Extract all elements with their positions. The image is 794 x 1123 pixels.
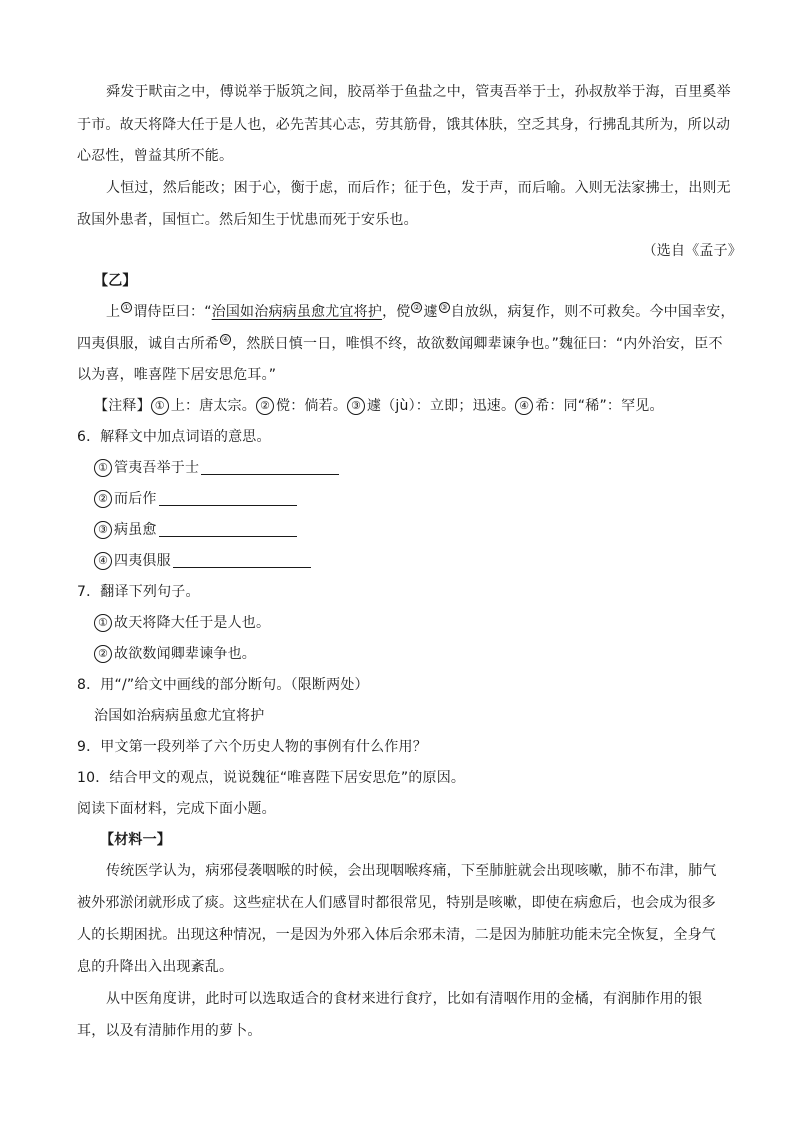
q6-item-text: 四夷俱服 bbox=[114, 553, 171, 569]
jia-line-4: 人恒过，然后能改；困于心，衡于虑，而后作；征于色，发于声，而后喻。入则无法家拂士，出则无 bbox=[106, 180, 731, 196]
jia-line-5: 敌国外患者，国恒亡。然后知生于忧患而死于安乐也。 bbox=[77, 212, 418, 228]
jia-line-2: 于市。故天将降大任于是人也，必先苦其心志，劳其筋骨，饿其体肤，空乏其身，行拂乱其所为，所以动 bbox=[77, 117, 731, 133]
q6-item-text: 管夷吾举于士 bbox=[114, 460, 200, 476]
yi-text: 上 bbox=[106, 304, 121, 320]
notes-label: 【注释】 bbox=[94, 398, 151, 414]
note-number-1: ① bbox=[151, 397, 169, 415]
footnote-marker-4: ④ bbox=[221, 335, 230, 344]
yi-text: ，然朕日慎一日，唯惧不终，故欲数闻卿辈谏争也。”魏征曰：“内外治安，臣不 bbox=[232, 336, 723, 352]
item-number: ② bbox=[94, 490, 112, 508]
answer-blank[interactable] bbox=[159, 522, 297, 537]
yi-text: 谓侍臣曰：“ bbox=[133, 304, 212, 320]
material-line-1: 传统医学认为，病邪侵袭咽喉的时候，会出现咽喉疼痛，下至肺脏就会出现咳嗽，肺不布津，肺气 bbox=[106, 863, 717, 879]
q7-item-2 bbox=[94, 644, 256, 664]
q7-item-text: 故天将降大任于是人也。 bbox=[114, 615, 271, 631]
item-number: ① bbox=[94, 614, 112, 632]
note-2: 傥：倘若。 bbox=[276, 398, 348, 414]
note-number-4: ④ bbox=[515, 397, 533, 415]
q6-item-text: 而后作 bbox=[114, 491, 157, 507]
yi-line-3: 以为喜，唯喜陛下居安思危耳。” bbox=[77, 367, 277, 383]
note-3: 遽（jù）：立即；迅速。 bbox=[367, 398, 516, 414]
q8-text: 治国如治病病虽愈尤宜将护 bbox=[94, 708, 265, 724]
source-citation: （选自《孟子》 bbox=[642, 243, 742, 259]
material-line-5: 从中医角度讲，此时可以选取适合的食材来进行食疗，比如有清咽作用的金橘，有润肺作用的银 bbox=[106, 991, 703, 1007]
answer-blank[interactable] bbox=[173, 553, 311, 568]
note-number-2: ② bbox=[256, 397, 274, 415]
footnote-marker-2: ② bbox=[413, 303, 421, 312]
reading-intro: 阅读下面材料，完成下面小题。 bbox=[77, 801, 276, 817]
underlined-phrase: 治国如治病病虽愈尤宜将护 bbox=[211, 304, 383, 320]
item-number: ④ bbox=[94, 552, 112, 570]
q7-item-text: 故欲数闻卿辈谏争也。 bbox=[114, 646, 256, 662]
notes bbox=[94, 396, 664, 416]
q6-item-4 bbox=[94, 551, 311, 571]
yi-text: 四夷俱服，诚自古所希 bbox=[77, 336, 219, 352]
answer-blank[interactable] bbox=[159, 491, 297, 506]
question-10: 10．结合甲文的观点，说说魏征“唯喜陛下居安思危”的原因。 bbox=[77, 770, 466, 786]
item-number: ② bbox=[94, 645, 112, 663]
question-9: 9．甲文第一段列举了六个历史人物的事例有什么作用？ bbox=[77, 739, 427, 755]
yi-text: 遽 bbox=[423, 304, 438, 320]
material-line-6: 耳，以及有清肺作用的萝卜。 bbox=[77, 1023, 262, 1039]
footnote-marker-3: ③ bbox=[440, 303, 448, 312]
q6-item-3 bbox=[94, 520, 297, 540]
yi-line-2 bbox=[77, 334, 723, 354]
question-6: 6．解释文中加点词语的意思。 bbox=[77, 429, 271, 445]
material-1-heading: 【材料一】 bbox=[100, 832, 171, 848]
jia-line-1: 舜发于畎亩之中，傅说举于版筑之间，胶鬲举于鱼盐之中，管夷吾举于士，孙叔敖举于海，百里奚举 bbox=[106, 84, 731, 100]
material-line-2: 被外邪淤闭就形成了痰。这些症状在人们感冒时都很常见，特别是咳嗽，即使在病愈后，也会成为很多 bbox=[77, 895, 716, 911]
note-1: 上：唐太宗。 bbox=[170, 398, 257, 414]
note-4: 希：同“稀”：罕见。 bbox=[535, 398, 664, 414]
material-line-4: 息的升降出入出现紊乱。 bbox=[77, 959, 234, 975]
yi-heading: 【乙】 bbox=[94, 273, 137, 289]
q6-item-2 bbox=[94, 489, 297, 509]
footnote-marker-1: ① bbox=[123, 303, 131, 312]
yi-line-1 bbox=[106, 302, 735, 322]
material-line-3: 人的长期困扰。出现这种情况，一是因为外邪入体后余邪未清，二是因为肺脏功能未完全恢复，全身气 bbox=[77, 927, 716, 943]
question-7: 7．翻译下列句子。 bbox=[77, 584, 200, 600]
note-number-3: ③ bbox=[347, 397, 365, 415]
yi-text: ，傥 bbox=[382, 304, 411, 320]
q6-item-1 bbox=[94, 458, 339, 478]
answer-blank[interactable] bbox=[201, 460, 339, 475]
q6-item-text: 病虽愈 bbox=[114, 522, 157, 538]
jia-line-3: 心忍性，曾益其所不能。 bbox=[77, 148, 234, 164]
item-number: ③ bbox=[94, 521, 112, 539]
question-8: 8．用“/”给文中画线的部分断句。（限断两处） bbox=[77, 677, 369, 693]
yi-text: 自放纵，病复作，则不可救矣。今中国幸安， bbox=[450, 304, 735, 320]
q7-item-1 bbox=[94, 613, 270, 633]
item-number: ① bbox=[94, 459, 112, 477]
